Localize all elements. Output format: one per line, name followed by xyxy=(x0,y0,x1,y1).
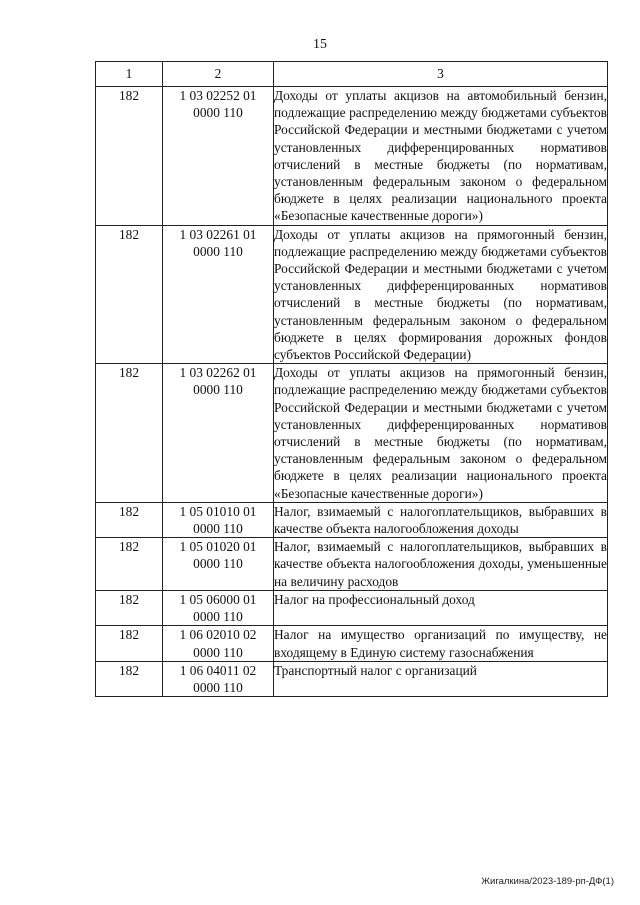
description-cell: Доходы от уплаты акцизов на автомобильный бензин, подлежащие распределению между бюджетами субъектов Российской Федерации и местными бюджетами с учетом установленных дифференцированных нормативов отчислений в местные бюджеты (по нормативам, установленным федеральным законом о федеральном бюджете в целях реализации национального проекта «Безопасные качественные дороги») xyxy=(274,88,607,224)
description-cell: Налог на имущество организаций по имуществу, не входящему в Единую систему газоснабжения xyxy=(274,627,607,660)
column-header-3: 3 xyxy=(274,62,608,87)
budget-code-line-2: 0000 110 xyxy=(193,679,243,695)
budget-code-cell xyxy=(163,661,274,696)
budget-code-line-2: 0000 110 xyxy=(193,556,243,572)
table-row xyxy=(96,502,608,537)
budget-code-line-2: 0000 110 xyxy=(193,609,243,625)
budget-code-cell xyxy=(163,590,274,625)
document-reference: Жигалкина/2023-189-рп-ДФ(1) xyxy=(481,876,614,887)
table-row xyxy=(96,225,608,364)
description-cell: Налог на профессиональный доход xyxy=(274,590,608,625)
budget-code-cell xyxy=(163,626,274,661)
description-cell: Доходы от уплаты акцизов на прямогонный бензин, подлежащие распределению между бюджетами субъектов Российской Федерации и местными бюджетами с учетом установленных дифференцированных нормативов отчислений в местные бюджеты (по нормативам, установленным федеральным законом о федеральном бюджете в целях реализации национального проекта «Безопасные качественные дороги») xyxy=(274,365,607,501)
admin-code-cell: 182 xyxy=(96,502,163,537)
description-cell: Налог, взимаемый с налогоплательщиков, выбравших в качестве объекта налогообложения доходы xyxy=(274,503,607,537)
budget-code-cell xyxy=(163,364,274,503)
description-cell: Доходы от уплаты акцизов на прямогонный бензин, подлежащие распределению между бюджетами субъектов Российской Федерации и местными бюджетами с учетом установленных дифференцированных нормативов отчислений в местные бюджеты (по нормативам, установленным федеральным законом о федеральном бюджете в целях формирования дорожных фондов субъектов Российской Федерации) xyxy=(274,226,607,363)
budget-code-line-1: 1 03 02252 01 xyxy=(179,88,257,103)
table-header-row xyxy=(96,62,608,87)
admin-code-cell: 182 xyxy=(96,626,163,661)
admin-code-cell: 182 xyxy=(96,538,163,591)
budget-code-line-1: 1 03 02262 01 xyxy=(179,365,257,381)
table-row xyxy=(96,661,608,696)
budget-code-line-2: 0000 110 xyxy=(193,243,243,259)
column-header-1: 1 xyxy=(96,62,163,87)
admin-code-cell: 182 xyxy=(96,590,163,625)
budget-code-line-2: 0000 110 xyxy=(193,521,243,537)
revenue-codes-table xyxy=(95,61,608,697)
budget-code-line-2: 0000 110 xyxy=(193,382,243,398)
table-row xyxy=(96,626,608,661)
column-header-2: 2 xyxy=(163,62,274,87)
table-row xyxy=(96,538,608,591)
table-row xyxy=(96,364,608,503)
budget-code-cell xyxy=(163,538,274,591)
admin-code-cell: 182 xyxy=(96,364,163,503)
budget-code-line-1: 1 06 02010 02 xyxy=(179,627,257,643)
page-number: 15 xyxy=(313,37,327,52)
budget-code-line-2: 0000 110 xyxy=(193,105,243,121)
table-row xyxy=(96,590,608,625)
budget-code-line-1: 1 05 01010 01 xyxy=(179,503,257,519)
budget-code-cell xyxy=(163,502,274,537)
budget-code-line-2: 0000 110 xyxy=(193,644,243,660)
description-cell: Налог, взимаемый с налогоплательщиков, выбравших в качестве объекта налогообложения доходы, уменьшенные на величину расходов xyxy=(274,539,607,589)
admin-code-cell: 182 xyxy=(96,225,163,364)
budget-code-cell xyxy=(163,87,274,226)
budget-code-line-1: 1 05 06000 01 xyxy=(179,591,257,607)
table-row xyxy=(96,87,608,226)
budget-code-line-1: 1 03 02261 01 xyxy=(179,226,257,242)
admin-code-cell: 182 xyxy=(96,87,163,226)
budget-code-line-1: 1 05 01020 01 xyxy=(179,539,257,555)
description-cell: Транспортный налог с организаций xyxy=(274,661,608,696)
budget-code-line-1: 1 06 04011 02 xyxy=(179,662,257,678)
admin-code-cell: 182 xyxy=(96,661,163,696)
budget-code-cell xyxy=(163,225,274,364)
